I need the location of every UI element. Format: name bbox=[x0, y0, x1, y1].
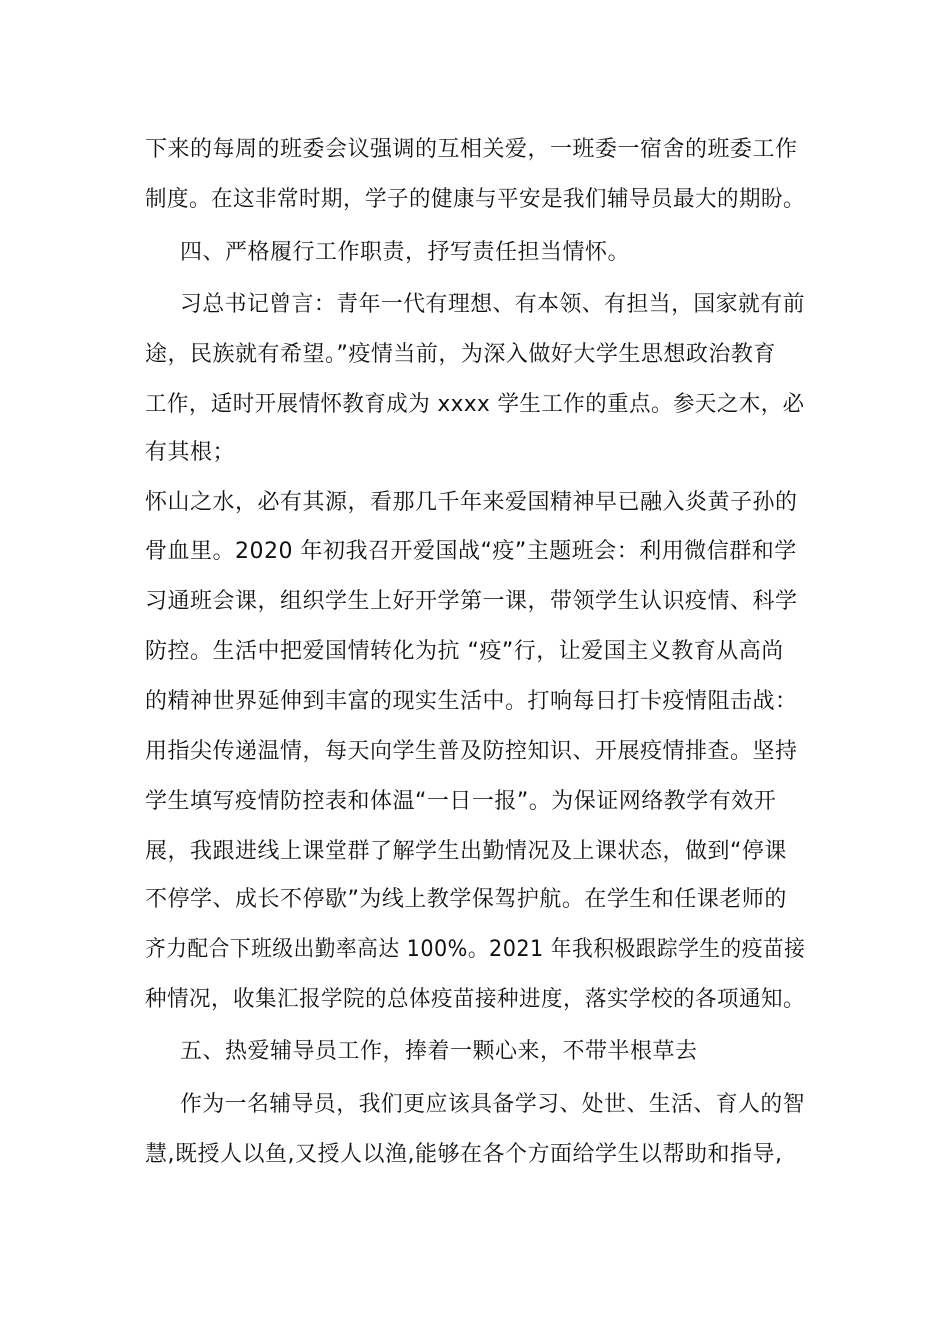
paragraph-line: 工作，适时开展情怀教育成为 xxxx 学生工作的重点。参天之木，必 bbox=[145, 392, 805, 417]
paragraph-line: 不停学、成长不停歇”为线上教学保驾护航。在学生和任课老师的 bbox=[145, 887, 787, 912]
section-heading: 四、严格履行工作职责，抒写责任担当情怀。 bbox=[180, 240, 631, 265]
paragraph-line: 怀山之水，必有其源，看那几千年来爱国精神早已融入炎黄子孙的 bbox=[145, 490, 798, 515]
paragraph-line: 防控。生活中把爱国情转化为抗 “疫”行，让爱国主义教育从高尚 bbox=[145, 639, 784, 664]
paragraph-line: 习通班会课，组织学生上好开学第一课，带领学生认识疫情、科学 bbox=[145, 589, 798, 614]
paragraph-line: 的精神世界延伸到丰富的现实生活中。打响每日打卡疫情阻击战： bbox=[145, 689, 798, 714]
paragraph-line: 展，我跟进线上课堂群了解学生出勤情况及上课状态，做到“停课 bbox=[145, 839, 787, 864]
paragraph-line: 作为一名辅导员，我们更应该具备学习、处世、生活、育人的智 bbox=[180, 1092, 806, 1117]
paragraph-line: 习总书记曾言：青年一代有理想、有本领、有担当，国家就有前 bbox=[180, 292, 806, 317]
paragraph-line: 学生填写疫情防控表和体温“一日一报”。为保证网络教学有效开 bbox=[145, 789, 777, 814]
paragraph-line: 有其根； bbox=[145, 440, 236, 465]
paragraph-line: 下来的每周的班委会议强调的互相关爱，一班委一宿舍的班委工作 bbox=[145, 137, 798, 162]
paragraph-line: 用指尖传递温情，每天向学生普及防控知识、开展疫情排查。坚持 bbox=[145, 739, 798, 764]
paragraph-line: 制度。在这非常时期，学子的健康与平安是我们辅导员最大的期盼。 bbox=[145, 187, 806, 212]
paragraph-line: 齐力配合下班级出勤率高达 100%。2021 年我积极跟踪学生的疫苗接 bbox=[145, 937, 806, 962]
section-heading: 五、热爱辅导员工作，捧着一颗心来，不带半根草去 bbox=[180, 1039, 698, 1064]
paragraph-line: 骨血里。2020 年初我召开爱国战“疫”主题班会：利用微信群和学 bbox=[145, 539, 797, 564]
paragraph-line: 慧,既授人以鱼,又授人以渔,能够在各个方面给学生以帮助和指导, bbox=[145, 1142, 783, 1167]
paragraph-line: 种情况，收集汇报学院的总体疫苗接种进度，落实学校的各项通知。 bbox=[145, 987, 806, 1012]
paragraph-line: 途，民族就有希望。”疫情当前，为深入做好大学生思想政治教育 bbox=[145, 342, 776, 367]
